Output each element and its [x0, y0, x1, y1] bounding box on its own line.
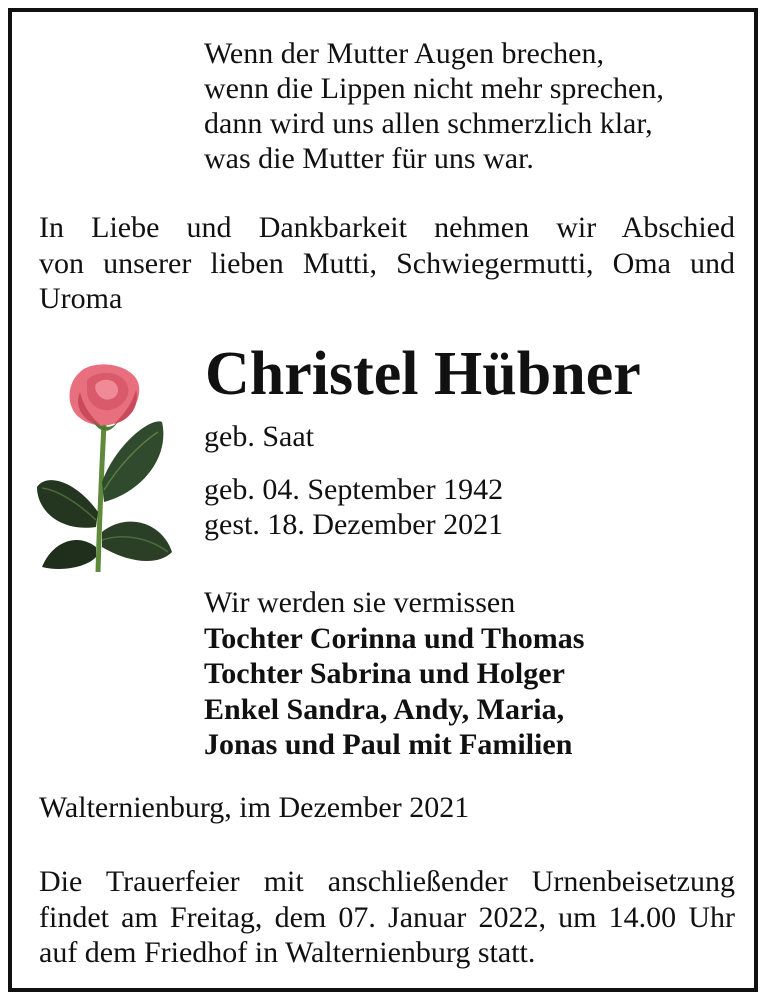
funeral-info — [39, 864, 735, 971]
place-date: Walternienburg, im Dezember 2021 — [39, 791, 470, 824]
maiden-name: geb. Saat — [204, 420, 314, 453]
obituary-notice — [8, 8, 758, 992]
funeral-line: auf dem Friedhof in Walternienburg statt. — [39, 936, 536, 969]
mourner: Enkel Sandra, Andy, Maria, — [204, 692, 565, 726]
poem-line: was die Mutter für uns war. — [204, 142, 534, 175]
farewell-line: von unserer lieben Mutti, Schwiegermutti, Oma und — [39, 246, 735, 280]
poem — [204, 36, 664, 176]
farewell-line: In Liebe und Dankbarkeit nehmen wir Abschied — [39, 211, 735, 244]
poem-line: wenn die Lippen nicht mehr sprechen, — [204, 72, 664, 105]
funeral-line: Die Trauerfeier mit anschließender Urnenbeisetzung — [39, 865, 735, 898]
mourners-list — [204, 585, 584, 763]
rose-icon — [32, 362, 177, 572]
mourner: Jonas und Paul mit Familien — [204, 728, 573, 761]
funeral-line: findet am Freitag, dem 07. Januar 2022, um 14.00 Uhr — [39, 900, 735, 934]
poem-line: dann wird uns allen schmerzlich klar, — [204, 107, 653, 140]
mourner: Tochter Corinna und Thomas — [204, 621, 585, 655]
birth-date: geb. 04. September 1942 — [204, 473, 504, 506]
mourner: Tochter Sabrina und Holger — [204, 657, 565, 690]
farewell-line: Uroma — [39, 282, 123, 315]
death-date: gest. 18. Dezember 2021 — [204, 508, 504, 541]
farewell-paragraph — [39, 210, 735, 317]
poem-line: Wenn der Mutter Augen brechen, — [204, 37, 604, 70]
deceased-name: Christel Hübner — [205, 340, 641, 408]
mourners-intro: Wir werden sie vermissen — [204, 586, 516, 619]
